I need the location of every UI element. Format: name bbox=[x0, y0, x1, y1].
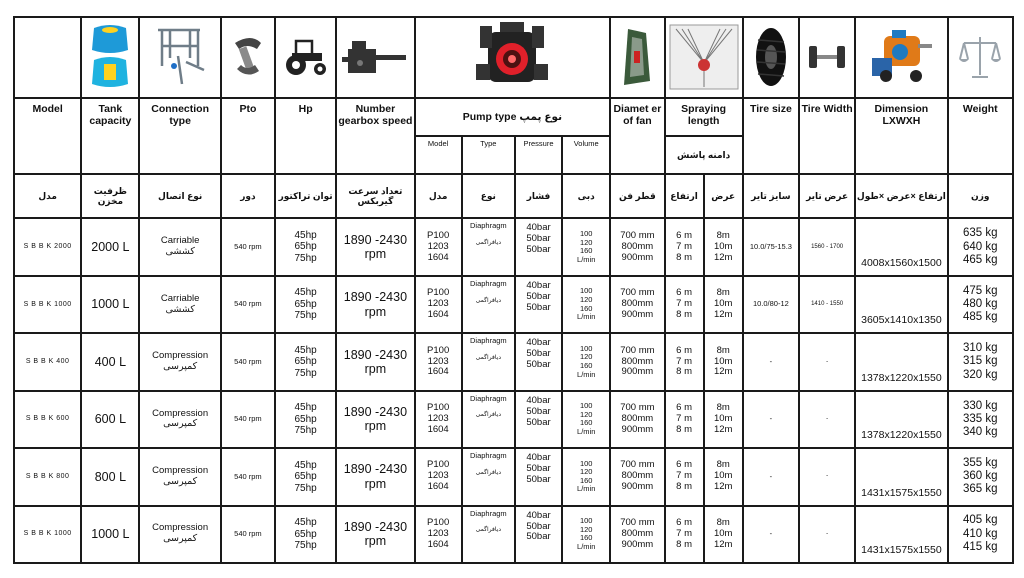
model-cell: S B B K 600 bbox=[15, 392, 80, 447]
model-cell: S B B K 2000 bbox=[15, 219, 80, 274]
pressure-cell: 40bar 50bar 50bar bbox=[516, 219, 561, 274]
header-tank-capacity: Tank capacity bbox=[82, 99, 138, 174]
pump-icon bbox=[416, 18, 610, 97]
spray-width-cell: 8m 10m 12m bbox=[705, 219, 742, 274]
hp-cell: 45hp 65hp 75hp bbox=[276, 449, 335, 504]
tire-width-cell: 1410 - 1550 bbox=[800, 277, 854, 332]
header-connection-type: Connection type bbox=[140, 99, 219, 174]
tank-icon bbox=[82, 18, 138, 97]
hp-cell: 45hp 65hp 75hp bbox=[276, 277, 335, 332]
pump-type-cell: Diaphragm دیافراگمی bbox=[463, 507, 514, 562]
tire-width-cell: - bbox=[800, 334, 854, 389]
fan-diameter-cell: 700 mm 800mm 900mm bbox=[611, 334, 663, 389]
fan-diameter-cell: 700 mm 800mm 900mm bbox=[611, 219, 663, 274]
header-fa-width: عرض bbox=[705, 175, 742, 217]
volume-cell: 100 120 160 L/min bbox=[563, 449, 609, 504]
header-fa-connection: نوع اتصال bbox=[140, 175, 219, 217]
pump-model-cell: P100 1203 1604 bbox=[416, 334, 461, 389]
header-gearbox-speed: Number gearbox speed bbox=[337, 99, 413, 174]
icon-row bbox=[15, 18, 1012, 97]
gearbox-icon bbox=[337, 18, 413, 97]
spray-height-cell: 6 m 7 m 8 m bbox=[666, 392, 703, 447]
hp-cell: 45hp 65hp 75hp bbox=[276, 219, 335, 274]
pto-cell: 540 rpm bbox=[222, 449, 274, 504]
gearbox-speed-cell: 1890 -2430 rpm bbox=[337, 334, 413, 389]
pump-model-cell: P100 1203 1604 bbox=[416, 219, 461, 274]
pump-model-cell: P100 1203 1604 bbox=[416, 507, 461, 562]
tire-size-cell: - bbox=[744, 507, 798, 562]
scale-icon bbox=[949, 18, 1012, 97]
header-fa-fan: قطر فن bbox=[611, 175, 663, 217]
pto-cell: 540 rpm bbox=[222, 334, 274, 389]
spray-height-cell: 6 m 7 m 8 m bbox=[666, 449, 703, 504]
header-fa-pump-model: مدل bbox=[416, 175, 461, 217]
connection-type-cell: Carriable کششی bbox=[140, 277, 219, 332]
model-cell: S B B K 1000 bbox=[15, 507, 80, 562]
header-fa-tire-width: عرض تایر bbox=[800, 175, 854, 217]
dimension-cell: 3605x1410x1350 bbox=[856, 277, 946, 332]
tire-icon bbox=[744, 18, 798, 97]
spray-height-cell: 6 m 7 m 8 m bbox=[666, 219, 703, 274]
spray-pattern-icon bbox=[666, 18, 742, 97]
header-fa-hp: توان تراکتور bbox=[276, 175, 335, 217]
spray-height-cell: 6 m 7 m 8 m bbox=[666, 277, 703, 332]
tank-capacity-cell: 1000 L bbox=[82, 277, 138, 332]
header-pump-type: Pump type نوع پمپ bbox=[416, 99, 610, 135]
model-cell: S B B K 400 bbox=[15, 334, 80, 389]
header-spraying-fa: دامنه پاشش bbox=[666, 137, 742, 173]
spray-width-cell: 8m 10m 12m bbox=[705, 277, 742, 332]
connection-type-cell: Compression کمپرسی bbox=[140, 449, 219, 504]
tank-capacity-cell: 2000 L bbox=[82, 219, 138, 274]
fan-diameter-cell: 700 mm 800mm 900mm bbox=[611, 392, 663, 447]
dimension-cell: 1378x1220x1550 bbox=[856, 334, 946, 389]
frame-icon bbox=[140, 18, 219, 97]
pump-model-cell: P100 1203 1604 bbox=[416, 449, 461, 504]
pump-type-cell: Diaphragm دیافراگمی bbox=[463, 277, 514, 332]
weight-cell: 355 kg 360 kg 365 kg bbox=[949, 449, 1012, 504]
table-row bbox=[15, 507, 1012, 562]
header-fa-pump-pressure: فشار bbox=[516, 175, 561, 217]
connection-type-cell: Carriable کششی bbox=[140, 219, 219, 274]
header-pto: Pto bbox=[222, 99, 274, 174]
pump-model-cell: P100 1203 1604 bbox=[416, 392, 461, 447]
header-fa-pto: دور bbox=[222, 175, 274, 217]
tire-size-cell: - bbox=[744, 449, 798, 504]
spray-width-cell: 8m 10m 12m bbox=[705, 392, 742, 447]
header-fa-weight: وزن bbox=[949, 175, 1012, 217]
header-weight: Weight bbox=[949, 99, 1012, 174]
gearbox-speed-cell: 1890 -2430 rpm bbox=[337, 219, 413, 274]
pto-shaft-icon bbox=[222, 18, 274, 97]
tire-size-cell: 10.0/75-15.3 bbox=[744, 219, 798, 274]
gearbox-speed-cell: 1890 -2430 rpm bbox=[337, 277, 413, 332]
spray-width-cell: 8m 10m 12m bbox=[705, 334, 742, 389]
header-fa-dimension: ارتفاع ×عرض ×طول bbox=[856, 175, 946, 217]
table-body bbox=[15, 219, 1012, 562]
hp-cell: 45hp 65hp 75hp bbox=[276, 507, 335, 562]
connection-type-cell: Compression کمپرسی bbox=[140, 392, 219, 447]
spray-height-cell: 6 m 7 m 8 m bbox=[666, 507, 703, 562]
fan-diameter-cell: 700 mm 800mm 900mm bbox=[611, 277, 663, 332]
header-hp: Hp bbox=[276, 99, 335, 174]
header-pump-volume: Volume bbox=[563, 137, 609, 173]
spray-width-cell: 8m 10m 12m bbox=[705, 507, 742, 562]
pump-type-cell: Diaphragm دیافراگمی bbox=[463, 392, 514, 447]
header-tire-width: Tire Width bbox=[800, 99, 854, 174]
pressure-cell: 40bar 50bar 50bar bbox=[516, 449, 561, 504]
fan-diameter-cell: 700 mm 800mm 900mm bbox=[611, 507, 663, 562]
gearbox-speed-cell: 1890 -2430 rpm bbox=[337, 449, 413, 504]
volume-cell: 100 120 160 L/min bbox=[563, 334, 609, 389]
pump-type-cell: Diaphragm دیافراگمی bbox=[463, 449, 514, 504]
dimension-cell: 1378x1220x1550 bbox=[856, 392, 946, 447]
header-fa-height: ارتفاع bbox=[666, 175, 703, 217]
header-model: Model bbox=[15, 99, 80, 174]
header-dimension: Dimension LXWXH bbox=[856, 99, 946, 174]
sprayer-icon bbox=[856, 18, 946, 97]
header-pump-model: Model bbox=[416, 137, 461, 173]
pto-cell: 540 rpm bbox=[222, 507, 274, 562]
model-cell: S B B K 1000 bbox=[15, 277, 80, 332]
pto-cell: 540 rpm bbox=[222, 392, 274, 447]
header-fa-model: مدل bbox=[15, 175, 80, 217]
table-row bbox=[15, 392, 1012, 447]
connection-type-cell: Compression کمپرسی bbox=[140, 334, 219, 389]
header-fa-pump-volume: دبی bbox=[563, 175, 609, 217]
dimension-cell: 1431x1575x1550 bbox=[856, 507, 946, 562]
dimension-cell: 4008x1560x1500 bbox=[856, 219, 946, 274]
header-row-fa bbox=[15, 175, 1012, 217]
tank-capacity-cell: 400 L bbox=[82, 334, 138, 389]
hp-cell: 45hp 65hp 75hp bbox=[276, 334, 335, 389]
pressure-cell: 40bar 50bar 50bar bbox=[516, 277, 561, 332]
tire-width-cell: - bbox=[800, 449, 854, 504]
weight-cell: 475 kg 480 kg 485 kg bbox=[949, 277, 1012, 332]
dimension-cell: 1431x1575x1550 bbox=[856, 449, 946, 504]
header-fa-tire-size: سایز تایر bbox=[744, 175, 798, 217]
table-row bbox=[15, 334, 1012, 389]
header-fa-tank: ظرفیت مخزن bbox=[82, 175, 138, 217]
spray-height-cell: 6 m 7 m 8 m bbox=[666, 334, 703, 389]
pressure-cell: 40bar 50bar 50bar bbox=[516, 507, 561, 562]
tank-capacity-cell: 600 L bbox=[82, 392, 138, 447]
volume-cell: 100 120 160 L/min bbox=[563, 507, 609, 562]
weight-cell: 405 kg 410 kg 415 kg bbox=[949, 507, 1012, 562]
connection-type-cell: Compression کمپرسی bbox=[140, 507, 219, 562]
fan-diameter-cell: 700 mm 800mm 900mm bbox=[611, 449, 663, 504]
tractor-icon bbox=[276, 18, 335, 97]
spec-sheet bbox=[13, 16, 1014, 564]
volume-cell: 100 120 160 L/min bbox=[563, 219, 609, 274]
header-fa-pump-type: نوع bbox=[463, 175, 514, 217]
pump-type-cell: Diaphragm دیافراگمی bbox=[463, 334, 514, 389]
header-tire-size: Tire size bbox=[744, 99, 798, 174]
fan-icon bbox=[611, 18, 663, 97]
axle-icon bbox=[800, 18, 854, 97]
weight-cell: 310 kg 315 kg 320 kg bbox=[949, 334, 1012, 389]
pto-cell: 540 rpm bbox=[222, 277, 274, 332]
tire-size-cell: 10.0/80-12 bbox=[744, 277, 798, 332]
tire-width-cell: - bbox=[800, 392, 854, 447]
tire-width-cell: - bbox=[800, 507, 854, 562]
pressure-cell: 40bar 50bar 50bar bbox=[516, 334, 561, 389]
tire-width-cell: 1560 - 1700 bbox=[800, 219, 854, 274]
header-spraying-length: Spraying length bbox=[666, 99, 742, 135]
header-row-en bbox=[15, 99, 1012, 135]
pump-type-cell: Diaphragm دیافراگمی bbox=[463, 219, 514, 274]
tire-size-cell: - bbox=[744, 392, 798, 447]
gearbox-speed-cell: 1890 -2430 rpm bbox=[337, 507, 413, 562]
volume-cell: 100 120 160 L/min bbox=[563, 392, 609, 447]
tire-size-cell: - bbox=[744, 334, 798, 389]
header-fan-diameter: Diamet er of fan bbox=[611, 99, 663, 174]
volume-cell: 100 120 160 L/min bbox=[563, 277, 609, 332]
table-row bbox=[15, 449, 1012, 504]
model-cell: S B B K 800 bbox=[15, 449, 80, 504]
weight-cell: 635 kg 640 kg 465 kg bbox=[949, 219, 1012, 274]
icon-cell-blank bbox=[15, 18, 80, 97]
tank-capacity-cell: 800 L bbox=[82, 449, 138, 504]
header-fa-gearbox: تعداد سرعت گیربکس bbox=[337, 175, 413, 217]
pressure-cell: 40bar 50bar 50bar bbox=[516, 392, 561, 447]
tank-capacity-cell: 1000 L bbox=[82, 507, 138, 562]
gearbox-speed-cell: 1890 -2430 rpm bbox=[337, 392, 413, 447]
header-pump-pressure: Pressure bbox=[516, 137, 561, 173]
table-row bbox=[15, 219, 1012, 274]
specification-table bbox=[13, 16, 1014, 564]
weight-cell: 330 kg 335 kg 340 kg bbox=[949, 392, 1012, 447]
hp-cell: 45hp 65hp 75hp bbox=[276, 392, 335, 447]
pto-cell: 540 rpm bbox=[222, 219, 274, 274]
table-row bbox=[15, 277, 1012, 332]
pump-model-cell: P100 1203 1604 bbox=[416, 277, 461, 332]
spray-width-cell: 8m 10m 12m bbox=[705, 449, 742, 504]
header-pump-type-sub: Type bbox=[463, 137, 514, 173]
